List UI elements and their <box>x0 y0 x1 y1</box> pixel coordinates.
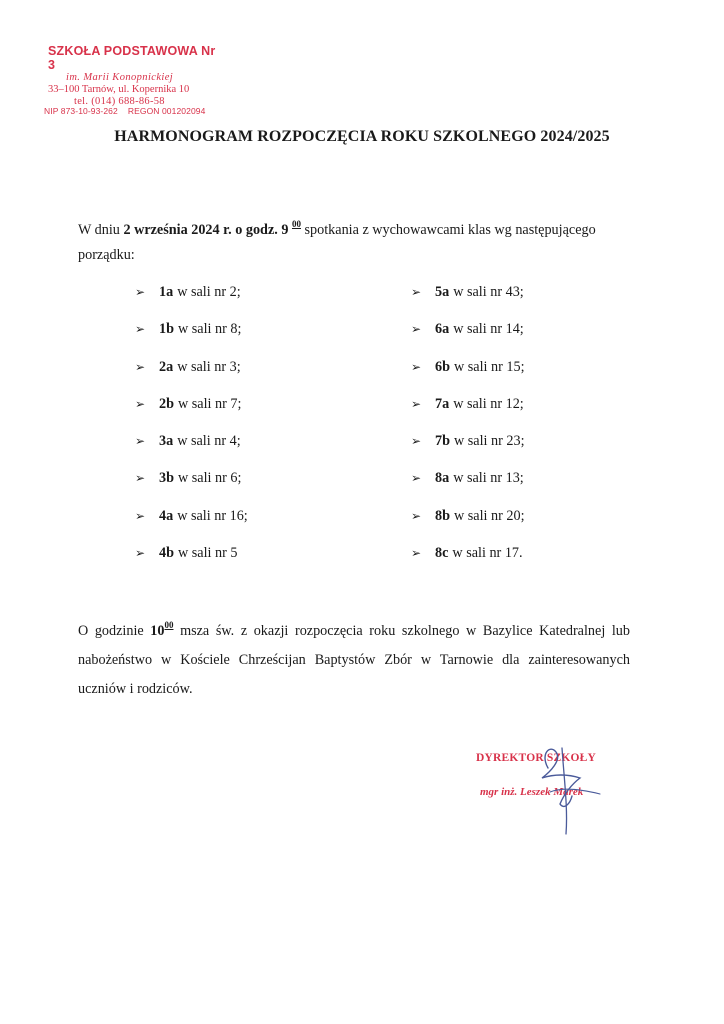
class-name: 8c <box>435 545 449 562</box>
list-item <box>135 432 248 469</box>
intro-lead: W dniu <box>78 222 124 238</box>
class-name: 4b <box>159 545 174 562</box>
arrowhead-bullet-icon: ➢ <box>411 508 422 523</box>
room-text: w sali nr 12; <box>453 395 524 412</box>
arrowhead-bullet-icon: ➢ <box>135 322 146 337</box>
room-text: w sali nr 16; <box>177 507 248 524</box>
room-text: w sali nr 15; <box>453 358 525 375</box>
signature-name: mgr inż. Leszek Marek <box>480 786 584 798</box>
arrowhead-bullet-icon: ➢ <box>411 322 422 337</box>
arrowhead-bullet-icon: ➢ <box>135 396 146 411</box>
list-item <box>135 395 248 432</box>
arrowhead-bullet-icon: ➢ <box>135 359 146 374</box>
arrowhead-bullet-icon: ➢ <box>135 434 146 449</box>
list-item <box>135 283 248 320</box>
class-name: 2a <box>159 358 174 375</box>
room-text: w sali nr 43; <box>453 284 524 300</box>
list-item <box>411 469 525 506</box>
class-name: 8a <box>435 470 450 487</box>
classes-left-column <box>135 283 248 581</box>
mass-hour-minutes: 00 <box>164 620 174 630</box>
arrowhead-bullet-icon: ➢ <box>411 546 422 561</box>
stamp-nip: NIP 873-10-93-262 <box>44 106 118 117</box>
list-item <box>411 320 525 357</box>
list-item <box>135 320 248 357</box>
class-name: 8b <box>435 507 450 524</box>
class-name: 6b <box>435 358 450 375</box>
class-name: 5a <box>435 284 450 300</box>
document-title: HARMONOGRAM ROZPOCZĘCIA ROKU SZKOLNEGO 2024/2025 <box>114 128 610 145</box>
intro-date: 2 września 2024 r. o godz. 9 <box>123 222 289 238</box>
handwritten-signature <box>520 738 610 838</box>
mass-line-1 <box>78 617 630 646</box>
mass-lead: O godzinie <box>78 623 151 639</box>
class-name: 3a <box>159 433 174 450</box>
room-text: w sali nr 20; <box>453 507 525 524</box>
class-name: 2b <box>159 395 174 412</box>
class-name: 6a <box>435 321 450 338</box>
class-name: 7a <box>435 395 450 412</box>
room-text: w sali nr 23; <box>453 433 525 450</box>
list-item <box>411 283 525 320</box>
room-text: w sali nr 6; <box>177 470 242 487</box>
school-stamp <box>44 44 224 117</box>
class-name: 1b <box>159 321 174 338</box>
mass-line-3: uczniów i rodziców. <box>78 681 193 697</box>
list-item <box>411 358 525 395</box>
list-item <box>135 469 248 506</box>
stamp-regon: REGON 001202094 <box>127 106 206 117</box>
arrowhead-bullet-icon: ➢ <box>135 285 146 299</box>
room-text: w sali nr 8; <box>177 321 242 338</box>
list-item <box>135 544 248 581</box>
room-text: w sali nr 3; <box>177 358 241 375</box>
stamp-patron: im. Marii Konopnickiej <box>66 72 174 83</box>
stamp-school-name: SZKOŁA PODSTAWOWA Nr 3 <box>48 44 216 72</box>
room-text: w sali nr 5 <box>177 545 238 562</box>
arrowhead-bullet-icon: ➢ <box>411 285 422 299</box>
stamp-ids <box>44 107 224 117</box>
room-text: w sali nr 2; <box>177 284 241 300</box>
list-item <box>135 507 248 544</box>
list-item <box>411 544 525 581</box>
list-item <box>135 358 248 395</box>
arrowhead-bullet-icon: ➢ <box>135 471 146 486</box>
list-item <box>411 432 525 469</box>
intro-paragraph <box>78 218 638 268</box>
class-name: 3b <box>159 470 174 487</box>
room-text: w sali nr 4; <box>177 433 241 450</box>
class-name: 7b <box>435 433 450 450</box>
arrowhead-bullet-icon: ➢ <box>135 508 146 523</box>
list-item <box>411 507 525 544</box>
room-text: w sali nr 14; <box>453 321 524 338</box>
mass-line-1-rest: msza św. z okazji rozpoczęcia roku szkolnego w Bazylice Katedralnej lub <box>173 623 630 639</box>
arrowhead-bullet-icon: ➢ <box>411 396 422 411</box>
mass-paragraph <box>78 617 630 704</box>
mass-line-2: nabożeństwo w Kościele Chrześcijan Baptystów Zbór w Tarnowie dla zainteresowanych <box>78 652 630 668</box>
class-name: 1a <box>159 284 174 300</box>
list-item <box>411 395 525 432</box>
room-text: w sali nr 7; <box>177 395 242 412</box>
arrowhead-bullet-icon: ➢ <box>135 546 146 561</box>
room-text: w sali nr 13; <box>453 470 524 487</box>
room-text: w sali nr 17. <box>452 545 523 562</box>
stamp-address: 33–100 Tarnów, ul. Kopernika 10 <box>48 83 190 95</box>
arrowhead-bullet-icon: ➢ <box>411 471 422 486</box>
arrowhead-bullet-icon: ➢ <box>411 434 422 449</box>
signature-title: DYREKTOR SZKOŁY <box>476 752 597 764</box>
intro-hour-minutes: 00 <box>291 219 301 229</box>
stamp-phone: tel. (014) 688-86-58 <box>74 95 165 107</box>
classes-right-column <box>411 283 525 581</box>
mass-hour: 10 <box>150 623 165 639</box>
intro-rest: spotkania z wychowawcami klas wg następującego porządku: <box>78 222 596 263</box>
arrowhead-bullet-icon: ➢ <box>411 359 422 374</box>
class-name: 4a <box>159 507 174 524</box>
